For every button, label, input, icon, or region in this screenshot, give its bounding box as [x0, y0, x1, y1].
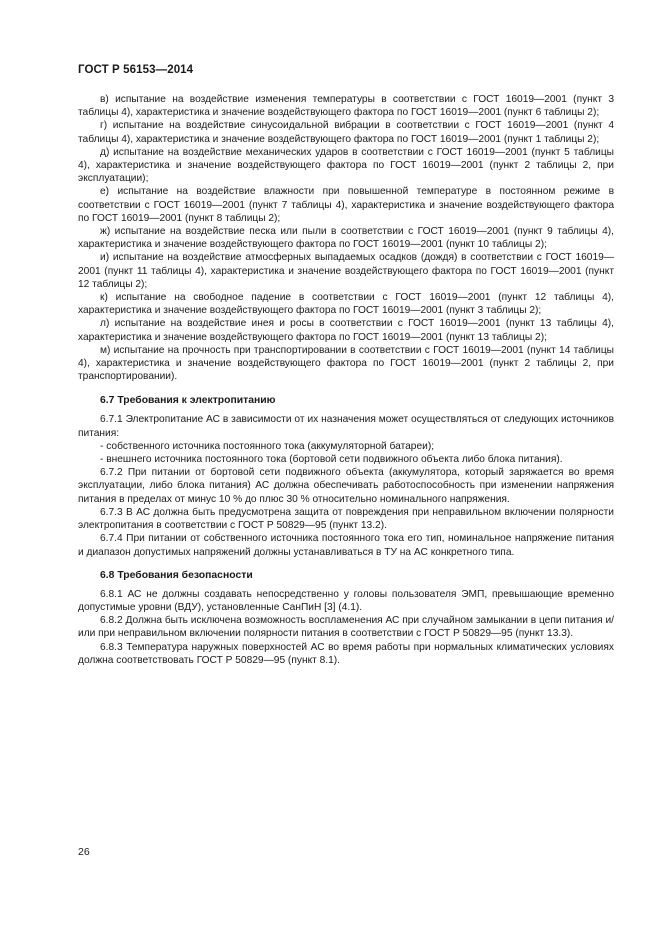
- page-body: [78, 93, 614, 667]
- section-heading-6-8: 6.8 Требования безопасности: [100, 569, 253, 581]
- paragraph: - собственного источника постоянного тока (аккумуляторной батареи);: [100, 440, 435, 452]
- paragraph: 6.7.3 В АС должна быть предусмотрена защита от повреждения при неправильном включении полярности электропитания в соответствии с ГОСТ Р 50829—95 (пункт 13.2).: [78, 506, 614, 532]
- list-item: к) испытание на свободное падение в соответствии с ГОСТ 16019—2001 (пункт 12 таблицы 4), характеристика и значение воздействующего фактора по ГОСТ 16019—2001 (пункт 3 таблицы 2);: [78, 292, 614, 317]
- list-item: д) испытание на воздействие механических ударов в соответствии с ГОСТ 16019—2001 (пункт 5 таблицы 4), характеристика и значение воздействующего фактора по ГОСТ 16019—2001 (пункт 2 таблицы 2, при эксплуатации);: [78, 146, 614, 185]
- paragraph: 6.8.1 АС не должны создавать непосредственно у головы пользователя ЭМП, превышающие временно допустимые уровни (ВДУ), установленные СанПиН [3] (4.1).: [78, 588, 614, 613]
- paragraph: 6.8.2 Должна быть исключена возможность воспламенения АС при случайном замыкании в цепи питания и/или при неправильном включении полярности питания в соответствии с ГОСТ Р 50829—95 (пункт 13.3).: [78, 615, 614, 640]
- page-number: 26: [78, 846, 90, 858]
- document-header: ГОСТ Р 56153—2014: [78, 64, 194, 76]
- list-item: в) испытание на воздействие изменения температуры в соответствии с ГОСТ 16019—2001 (пункт 3 таблицы 4), характеристика и значение воздействующего фактора по ГОСТ 16019—2001 (пункт 6 таблицы 2);: [78, 94, 614, 119]
- paragraph: 6.8.3 Температура наружных поверхностей АС во время работы при нормальных климатических условиях должна соответствовать ГОСТ Р 50829—95 (пункт 8.1).: [78, 641, 614, 666]
- list-item: м) испытание на прочность при транспортировании в соответствии с ГОСТ 16019—2001 (пункт 14 таблицы 4), характеристика и значение воздействующего фактора по ГОСТ 16019—2001 (пункт 2 таблицы 2, при транспортировании).: [78, 344, 614, 383]
- paragraph: 6.7.4 При питании от собственного источника постоянного тока его тип, номинальное напряжение питания и диапазон допустимых напряжений должны устанавливаться в ТУ на АС конкретного типа.: [78, 533, 614, 558]
- list-item: е) испытание на воздействие влажности при повышенной температуре в постоянном режиме в соответствии с ГОСТ 16019—2001 (пункт 7 таблицы 4), характеристика и значение воздействующего фактора по ГОСТ 16019—2001 (пункт 8 таблицы 2);: [78, 186, 614, 224]
- paragraph: 6.7.1 Электропитание АС в зависимости от их назначения может осуществляться от следующих источников питания:: [78, 414, 614, 439]
- paragraph: - внешнего источника постоянного тока (бортовой сети подвижного объекта либо блока питания).: [100, 454, 563, 466]
- list-item: ж) испытание на воздействие песка или пыли в соответствии с ГОСТ 16019—2001 (пункт 9 таблицы 4), характеристика и значение воздействующего фактора по ГОСТ 16019—2001 (пункт 10 таблицы 2);: [78, 226, 614, 251]
- list-item: и) испытание на воздействие атмосферных выпадаемых осадков (дождя) в соответствии с ГОСТ 16019—2001 (пункт 11 таблицы 4), характеристика и значение воздействующего фактора по ГОСТ 16019—2001 (пункт 12 таблицы 2);: [78, 252, 614, 290]
- list-item: л) испытание на воздействие инея и росы в соответствии с ГОСТ 16019—2001 (пункт 13 таблицы 4), характеристика и значение воздействующего фактора по ГОСТ 16019—2001 (пункт 13 таблицы 2);: [78, 318, 614, 343]
- paragraph: 6.7.2 При питании от бортовой сети подвижного объекта (аккумулятора, который заряжается во время эксплуатации, либо блока питания) АС должна обеспечивать работоспособность при изменении напряжения питания в пределах от минус 10 % до плюс 30 % относительно номинального напряжения.: [78, 467, 614, 505]
- list-item: г) испытание на воздействие синусоидальной вибрации в соответствии с ГОСТ 16019—2001 (пункт 4 таблицы 4), характеристика и значение воздействующего фактора по ГОСТ 16019—2001 (пункт 1 таблицы 2);: [78, 120, 614, 145]
- section-heading-6-7: 6.7 Требования к электропитанию: [100, 395, 276, 407]
